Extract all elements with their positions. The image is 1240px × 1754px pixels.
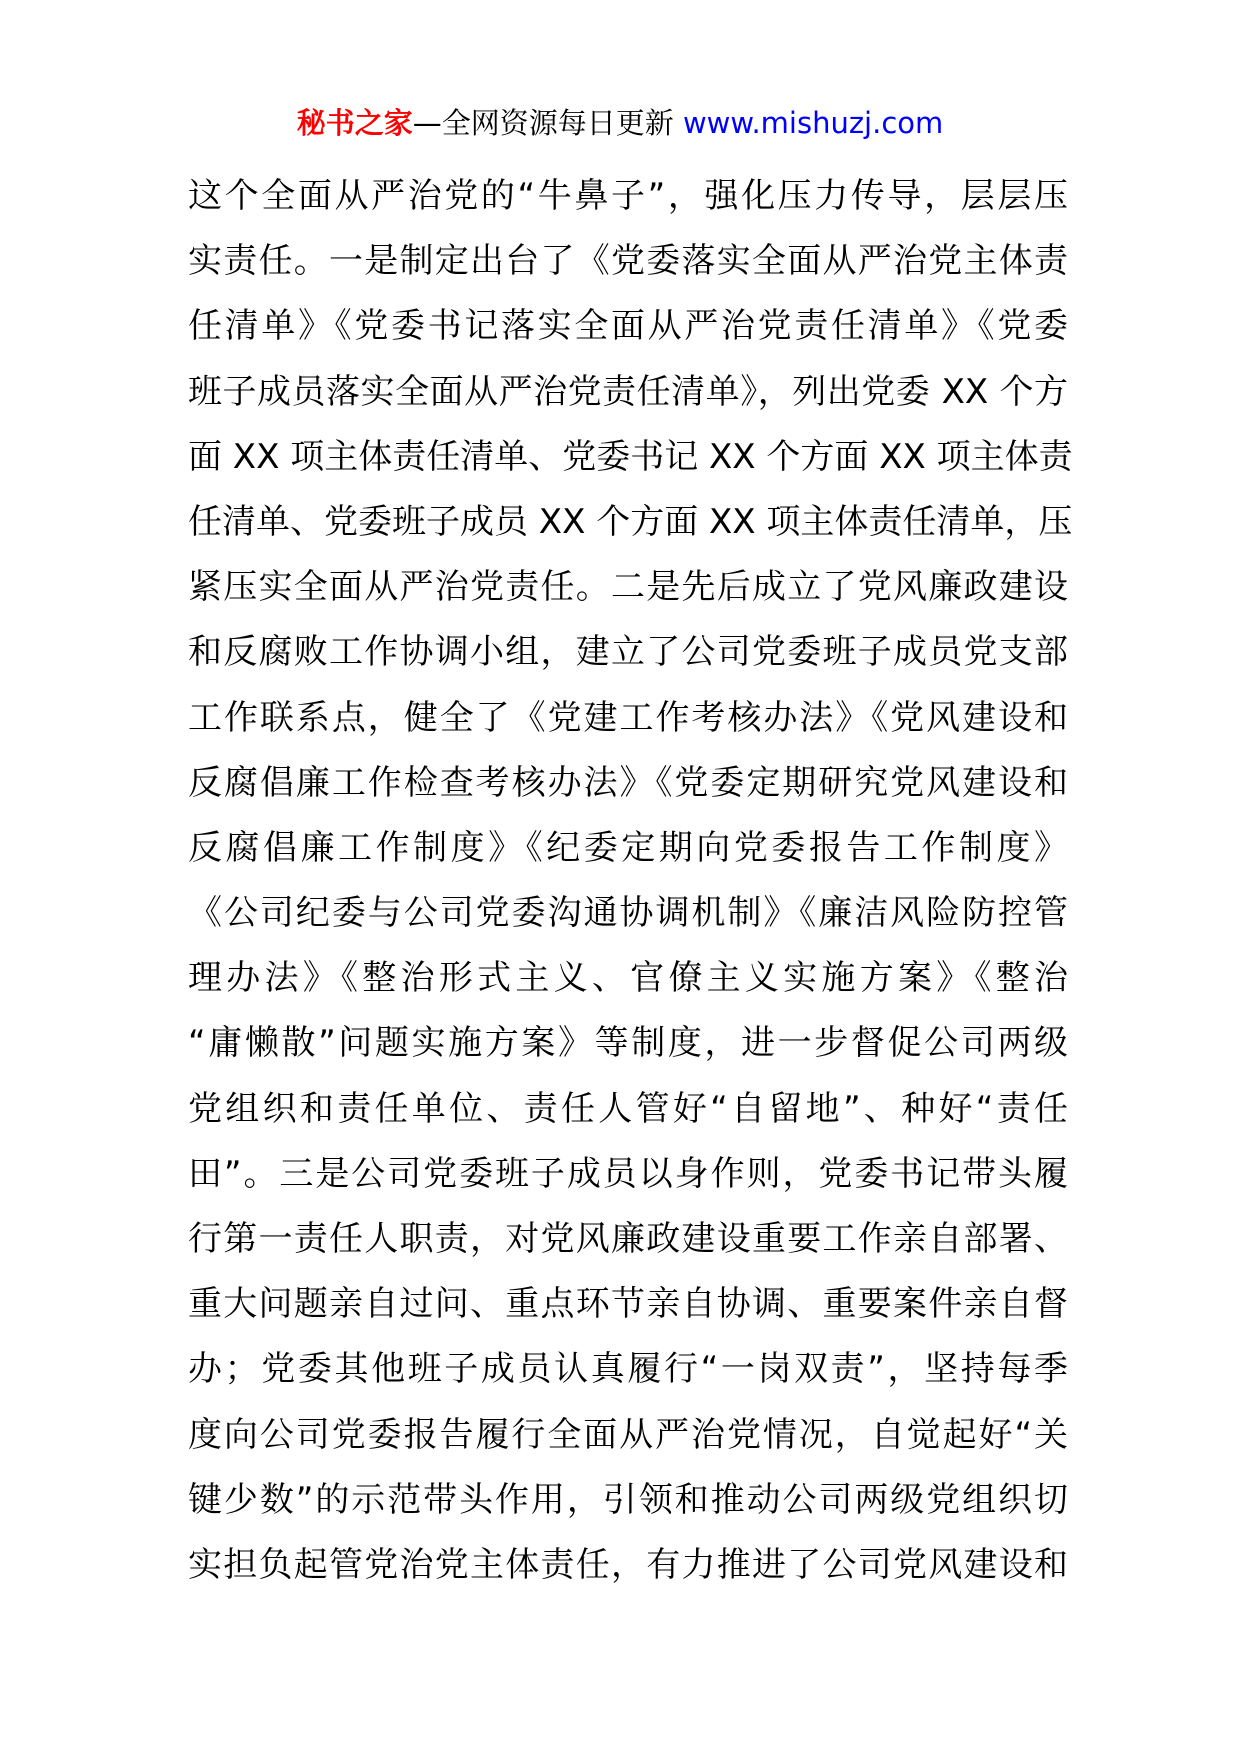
text-line: 任清单》《党委书记落实全面从严治党责任清单》《党委 bbox=[188, 306, 1068, 347]
text-line: 班子成员落实全面从严治党责任清单》，列出党委 XX 个方 bbox=[188, 371, 1068, 412]
text-line: 任清单、党委班子成员 XX 个方面 XX 项主体责任清单，压 bbox=[188, 501, 1073, 542]
text-line: 实责任。一是制定出台了《党委落实全面从严治党主体责 bbox=[188, 241, 1068, 282]
text-line: 行第一责任人职责，对党风廉政建设重要工作亲自部署、 bbox=[188, 1219, 1068, 1259]
text-line: 《公司纪委与公司党委沟通协调机制》《廉洁风险防控管 bbox=[188, 893, 1068, 934]
text-line: 反腐倡廉工作检查考核办法》《党委定期研究党风建设和 bbox=[188, 762, 1068, 803]
text-line: 这个全面从严治党的“牛鼻子”，强化压力传导，层层压 bbox=[188, 176, 1068, 216]
text-line: 紧压实全面从严治党责任。二是先后成立了党风廉政建设 bbox=[188, 567, 1068, 608]
text-line: 重大问题亲自过问、重点环节亲自协调、重要案件亲自督 bbox=[188, 1284, 1068, 1325]
body-text bbox=[188, 164, 1073, 1598]
text-line: 面 XX 项主体责任清单、党委书记 XX 个方面 XX 项主体责 bbox=[188, 436, 1073, 477]
text-line: 反腐倡廉工作制度》《纪委定期向党委报告工作制度》 bbox=[188, 827, 1068, 868]
text-line: 度向公司党委报告履行全面从严治党情况，自觉起好“关 bbox=[188, 1414, 1068, 1455]
text-line: 办；党委其他班子成员认真履行“一岗双责”，坚持每季 bbox=[188, 1349, 1068, 1390]
text-line: 理办法》《整治形式主义、官僚主义实施方案》《整治 bbox=[188, 958, 1068, 999]
text-line: 工作联系点，健全了《党建工作考核办法》《党风建设和 bbox=[188, 697, 1068, 738]
text-line: 田”。三是公司党委班子成员以身作则，党委书记带头履 bbox=[188, 1153, 1068, 1194]
text-line: 键少数”的示范带头作用，引领和推动公司两级党组织切 bbox=[188, 1479, 1068, 1520]
text-line: “庸懒散”问题实施方案》等制度，进一步督促公司两级 bbox=[188, 1023, 1068, 1064]
text-line: 党组织和责任单位、责任人管好“自留地”、种好“责任 bbox=[188, 1088, 1068, 1129]
page-header bbox=[0, 100, 1240, 146]
text-line: 实担负起管党治党主体责任，有力推进了公司党风建设和 bbox=[188, 1544, 1068, 1585]
text-line: 和反腐败工作协调小组，建立了公司党委班子成员党支部 bbox=[188, 632, 1068, 673]
site-url-link[interactable]: www.mishuzj.com bbox=[682, 106, 944, 140]
brand-name: 秘书之家 bbox=[296, 106, 413, 140]
header-tagline: —全网资源每日更新 bbox=[412, 106, 674, 140]
